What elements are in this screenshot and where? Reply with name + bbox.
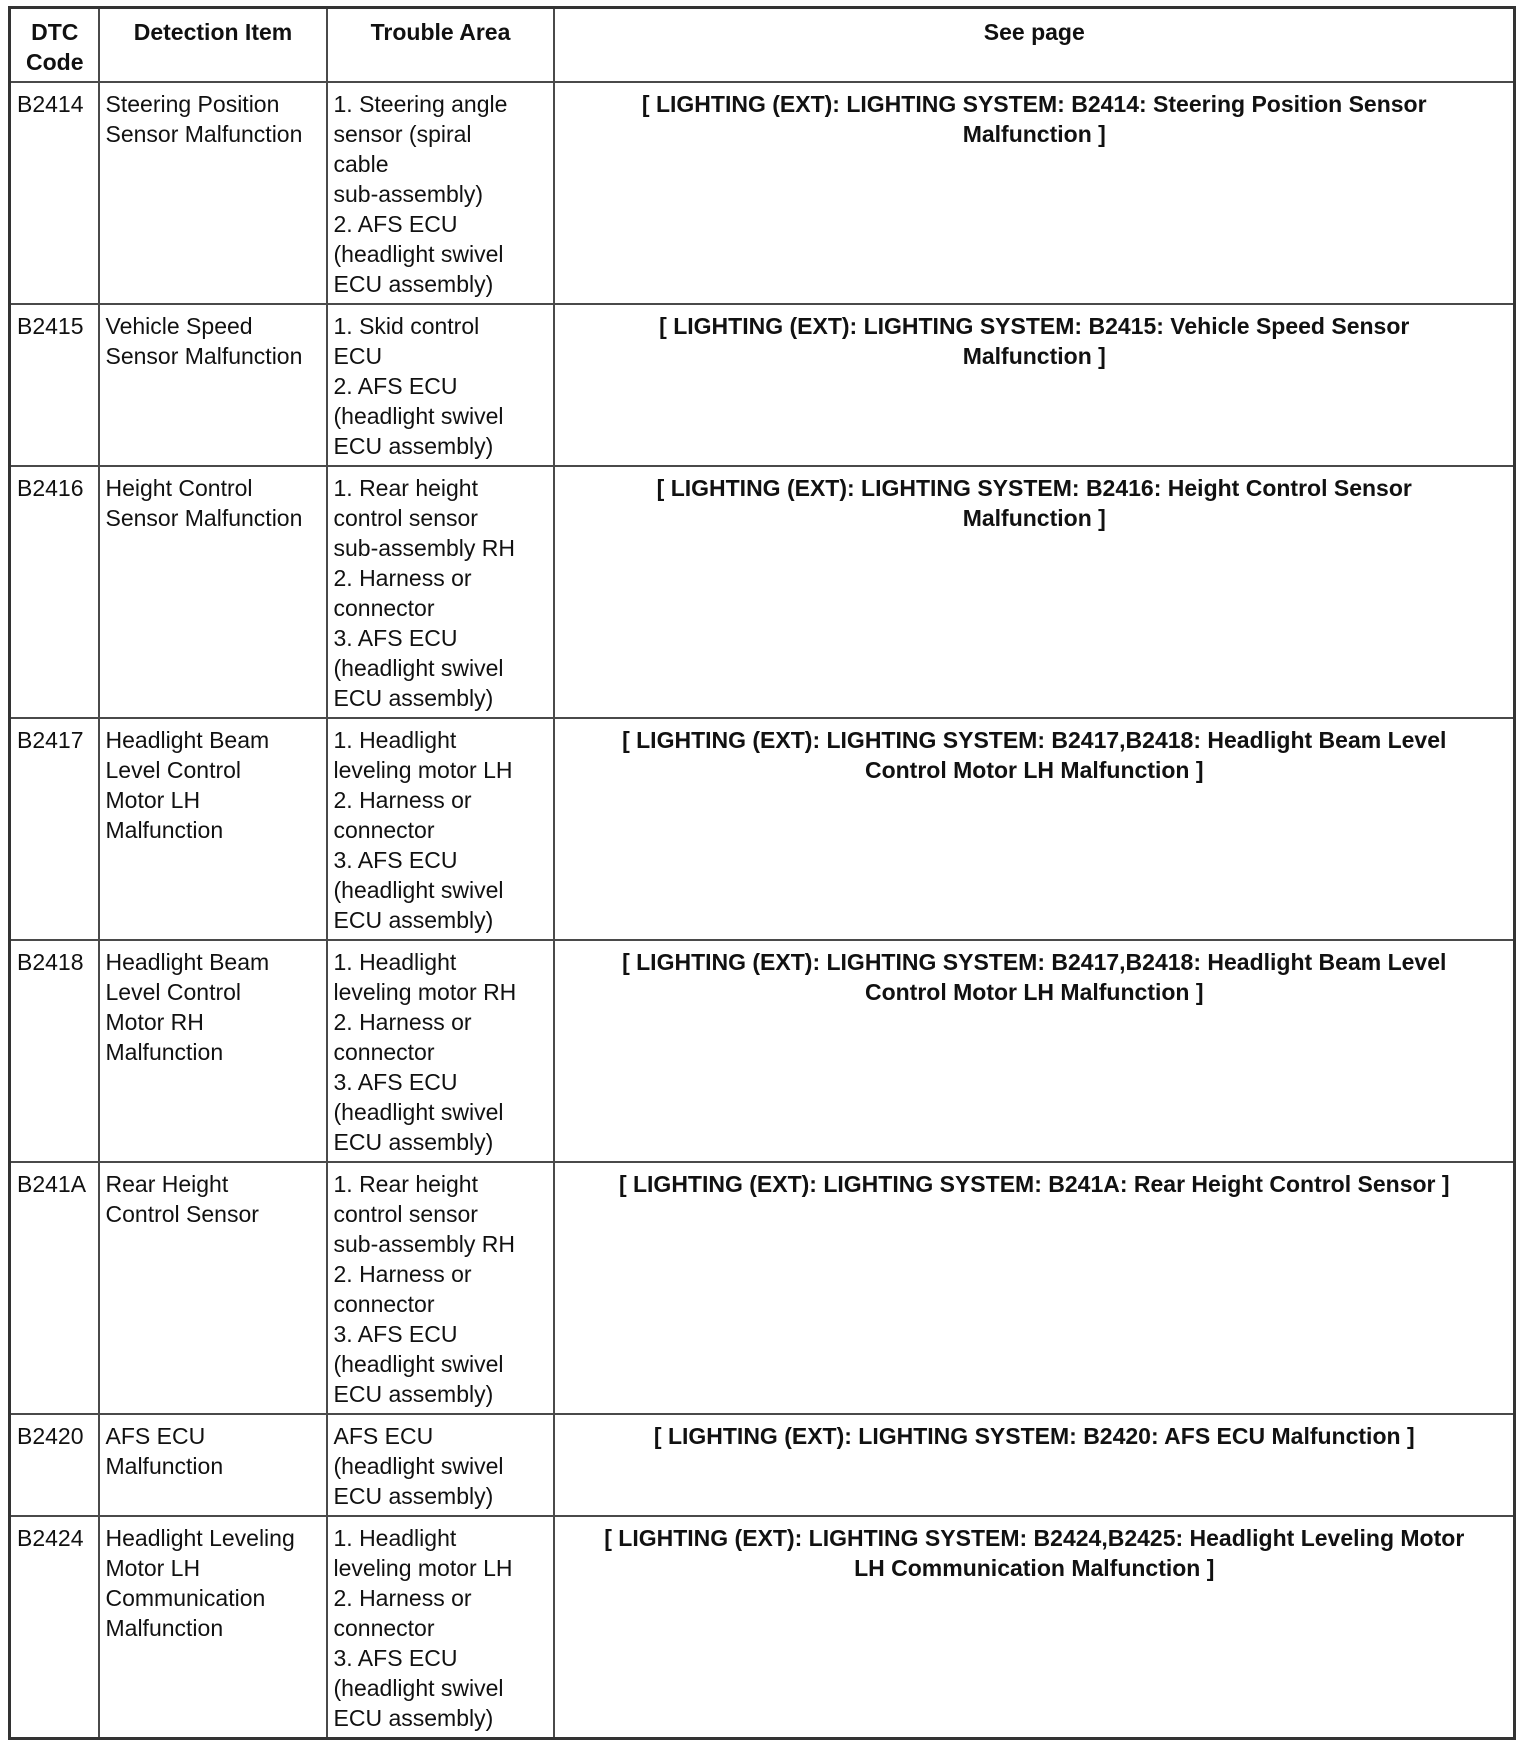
trouble-area-cell-line: connector [333, 1615, 435, 1641]
detection-item-cell [99, 940, 327, 1162]
see-page-link[interactable] [554, 1162, 1515, 1414]
see-page-link-line: [ LIGHTING (EXT): LIGHTING SYSTEM: B2416: Height Control Sensor [656, 475, 1412, 501]
detection-item-cell-line: Sensor Malfunction [105, 343, 303, 369]
see-page-link[interactable] [554, 304, 1515, 466]
trouble-area-cell-line: 3. AFS ECU [333, 625, 458, 651]
trouble-area-cell-line: ECU assembly) [333, 271, 494, 297]
trouble-area-cell-line: (headlight swivel [333, 877, 504, 903]
detection-item-cell-line: Malfunction [105, 817, 224, 843]
trouble-area-cell-line: ECU assembly) [333, 1705, 494, 1731]
trouble-area-cell-line: 2. Harness or [333, 565, 472, 591]
header-trouble-area: Trouble Area [327, 8, 554, 83]
trouble-area-cell [327, 304, 554, 466]
see-page-link[interactable] [554, 1516, 1515, 1739]
trouble-area-cell-line: 1. Headlight [333, 727, 457, 753]
detection-item-cell-line: Level Control [105, 979, 242, 1005]
table-row [10, 1516, 1515, 1739]
dtc-code-cell: B2420 [10, 1414, 99, 1516]
trouble-area-cell-line: ECU [333, 343, 383, 369]
detection-item-cell-line: Motor LH [105, 787, 201, 813]
header-detection-item: Detection Item [99, 8, 327, 83]
trouble-area-cell-line: 2. Harness or [333, 1009, 472, 1035]
see-page-link-line: Control Motor LH Malfunction ] [864, 757, 1204, 783]
table-body [10, 82, 1515, 1739]
see-page-link-line: Malfunction ] [962, 343, 1106, 369]
see-page-link-line: [ LIGHTING (EXT): LIGHTING SYSTEM: B241A: Rear Height Control Sensor ] [618, 1171, 1450, 1197]
trouble-area-cell-line: sub-assembly RH [333, 1231, 515, 1257]
table-row [10, 940, 1515, 1162]
see-page-link[interactable] [554, 466, 1515, 718]
trouble-area-cell [327, 718, 554, 940]
header-see-page: See page [554, 8, 1515, 83]
trouble-area-cell-line: 1. Skid control [333, 313, 480, 339]
trouble-area-cell-line: 3. AFS ECU [333, 847, 458, 873]
dtc-code-cell: B2414 [10, 82, 99, 304]
trouble-area-cell-line: (headlight swivel [333, 241, 504, 267]
trouble-area-cell-line: ECU assembly) [333, 1483, 494, 1509]
detection-item-cell [99, 82, 327, 304]
trouble-area-cell-line: cable [333, 151, 389, 177]
trouble-area-cell-line: (headlight swivel [333, 1099, 504, 1125]
detection-item-cell-line: Height Control [105, 475, 253, 501]
detection-item-cell [99, 1414, 327, 1516]
header-dtc-code [10, 8, 99, 83]
dtc-code-cell: B241A [10, 1162, 99, 1414]
trouble-area-cell [327, 466, 554, 718]
see-page-link[interactable] [554, 940, 1515, 1162]
trouble-area-cell-line: ECU assembly) [333, 1129, 494, 1155]
header-dtc-code-line1: DTC [31, 19, 79, 45]
detection-item-cell-line: Motor LH [105, 1555, 201, 1581]
detection-item-cell-line: Malfunction [105, 1453, 224, 1479]
trouble-area-cell-line: (headlight swivel [333, 1675, 504, 1701]
table-row [10, 1414, 1515, 1516]
detection-item-cell-line: Rear Height [105, 1171, 229, 1197]
see-page-link[interactable] [554, 1414, 1515, 1516]
trouble-area-cell-line: ECU assembly) [333, 433, 494, 459]
trouble-area-cell-line: 2. Harness or [333, 787, 472, 813]
table-row [10, 466, 1515, 718]
see-page-link-line: Malfunction ] [962, 505, 1106, 531]
detection-item-cell-line: Vehicle Speed [105, 313, 253, 339]
trouble-area-cell-line: sensor (spiral [333, 121, 472, 147]
detection-item-cell-line: Headlight Beam [105, 727, 270, 753]
dtc-code-cell: B2415 [10, 304, 99, 466]
trouble-area-cell-line: 3. AFS ECU [333, 1645, 458, 1671]
trouble-area-cell-line: 1. Headlight [333, 949, 457, 975]
trouble-area-cell [327, 940, 554, 1162]
trouble-area-cell-line: (headlight swivel [333, 1453, 504, 1479]
trouble-area-cell-line: (headlight swivel [333, 403, 504, 429]
trouble-area-cell-line: (headlight swivel [333, 655, 504, 681]
detection-item-cell [99, 1516, 327, 1739]
see-page-link-line: LH Communication Malfunction ] [854, 1555, 1215, 1581]
see-page-link[interactable] [554, 718, 1515, 940]
trouble-area-cell-line: leveling motor RH [333, 979, 517, 1005]
trouble-area-cell-line: 2. Harness or [333, 1585, 472, 1611]
detection-item-cell-line: Motor RH [105, 1009, 204, 1035]
trouble-area-cell-line: 3. AFS ECU [333, 1069, 458, 1095]
table-row [10, 1162, 1515, 1414]
dtc-code-cell: B2416 [10, 466, 99, 718]
trouble-area-cell [327, 1162, 554, 1414]
see-page-link-line: [ LIGHTING (EXT): LIGHTING SYSTEM: B2415: Vehicle Speed Sensor [659, 313, 1410, 339]
dtc-code-cell: B2424 [10, 1516, 99, 1739]
trouble-area-cell-line: 1. Steering angle [333, 91, 508, 117]
trouble-area-cell-line: leveling motor LH [333, 757, 513, 783]
trouble-area-cell [327, 82, 554, 304]
see-page-link-line: [ LIGHTING (EXT): LIGHTING SYSTEM: B2417,B2418: Headlight Beam Level [622, 949, 1447, 975]
trouble-area-cell-line: leveling motor LH [333, 1555, 513, 1581]
see-page-link-line: Malfunction ] [962, 121, 1106, 147]
trouble-area-cell-line: control sensor [333, 505, 478, 531]
see-page-link-line: Control Motor LH Malfunction ] [864, 979, 1204, 1005]
trouble-area-cell-line: AFS ECU [333, 1423, 434, 1449]
trouble-area-cell-line: 2. AFS ECU [333, 373, 458, 399]
trouble-area-cell [327, 1414, 554, 1516]
see-page-link-line: [ LIGHTING (EXT): LIGHTING SYSTEM: B2424,B2425: Headlight Leveling Motor [604, 1525, 1465, 1551]
see-page-link-line: [ LIGHTING (EXT): LIGHTING SYSTEM: B2417,B2418: Headlight Beam Level [622, 727, 1447, 753]
trouble-area-cell-line: ECU assembly) [333, 907, 494, 933]
see-page-link[interactable] [554, 82, 1515, 304]
detection-item-cell-line: Communication [105, 1585, 266, 1611]
detection-item-cell-line: Steering Position [105, 91, 280, 117]
detection-item-cell-line: AFS ECU [105, 1423, 206, 1449]
trouble-area-cell-line: 3. AFS ECU [333, 1321, 458, 1347]
trouble-area-cell-line: sub-assembly RH [333, 535, 515, 561]
trouble-area-cell-line: ECU assembly) [333, 685, 494, 711]
see-page-link-line: [ LIGHTING (EXT): LIGHTING SYSTEM: B2420: AFS ECU Malfunction ] [653, 1423, 1415, 1449]
detection-item-cell-line: Headlight Beam [105, 949, 270, 975]
dtc-code-cell: B2417 [10, 718, 99, 940]
header-dtc-code-line2: Code [26, 49, 84, 75]
detection-item-cell-line: Sensor Malfunction [105, 505, 303, 531]
trouble-area-cell-line: 1. Rear height [333, 1171, 478, 1197]
trouble-area-cell-line: connector [333, 1291, 435, 1317]
trouble-area-cell-line: connector [333, 595, 435, 621]
dtc-table [8, 6, 1516, 1740]
trouble-area-cell-line: 1. Headlight [333, 1525, 457, 1551]
trouble-area-cell-line: (headlight swivel [333, 1351, 504, 1377]
dtc-table-page [8, 6, 1513, 1744]
trouble-area-cell-line: connector [333, 817, 435, 843]
detection-item-cell [99, 466, 327, 718]
table-row [10, 304, 1515, 466]
trouble-area-cell-line: connector [333, 1039, 435, 1065]
trouble-area-cell-line: 2. AFS ECU [333, 211, 458, 237]
table-row [10, 82, 1515, 304]
detection-item-cell [99, 1162, 327, 1414]
detection-item-cell-line: Malfunction [105, 1039, 224, 1065]
table-header-row [10, 8, 1515, 83]
detection-item-cell [99, 304, 327, 466]
dtc-code-cell: B2418 [10, 940, 99, 1162]
detection-item-cell-line: Malfunction [105, 1615, 224, 1641]
detection-item-cell-line: Level Control [105, 757, 242, 783]
trouble-area-cell-line: ECU assembly) [333, 1381, 494, 1407]
detection-item-cell [99, 718, 327, 940]
trouble-area-cell-line: 1. Rear height [333, 475, 478, 501]
detection-item-cell-line: Headlight Leveling [105, 1525, 295, 1551]
trouble-area-cell [327, 1516, 554, 1739]
table-row [10, 718, 1515, 940]
detection-item-cell-line: Control Sensor [105, 1201, 259, 1227]
see-page-link-line: [ LIGHTING (EXT): LIGHTING SYSTEM: B2414: Steering Position Sensor [641, 91, 1427, 117]
trouble-area-cell-line: control sensor [333, 1201, 478, 1227]
trouble-area-cell-line: sub-assembly) [333, 181, 484, 207]
trouble-area-cell-line: 2. Harness or [333, 1261, 472, 1287]
detection-item-cell-line: Sensor Malfunction [105, 121, 303, 147]
